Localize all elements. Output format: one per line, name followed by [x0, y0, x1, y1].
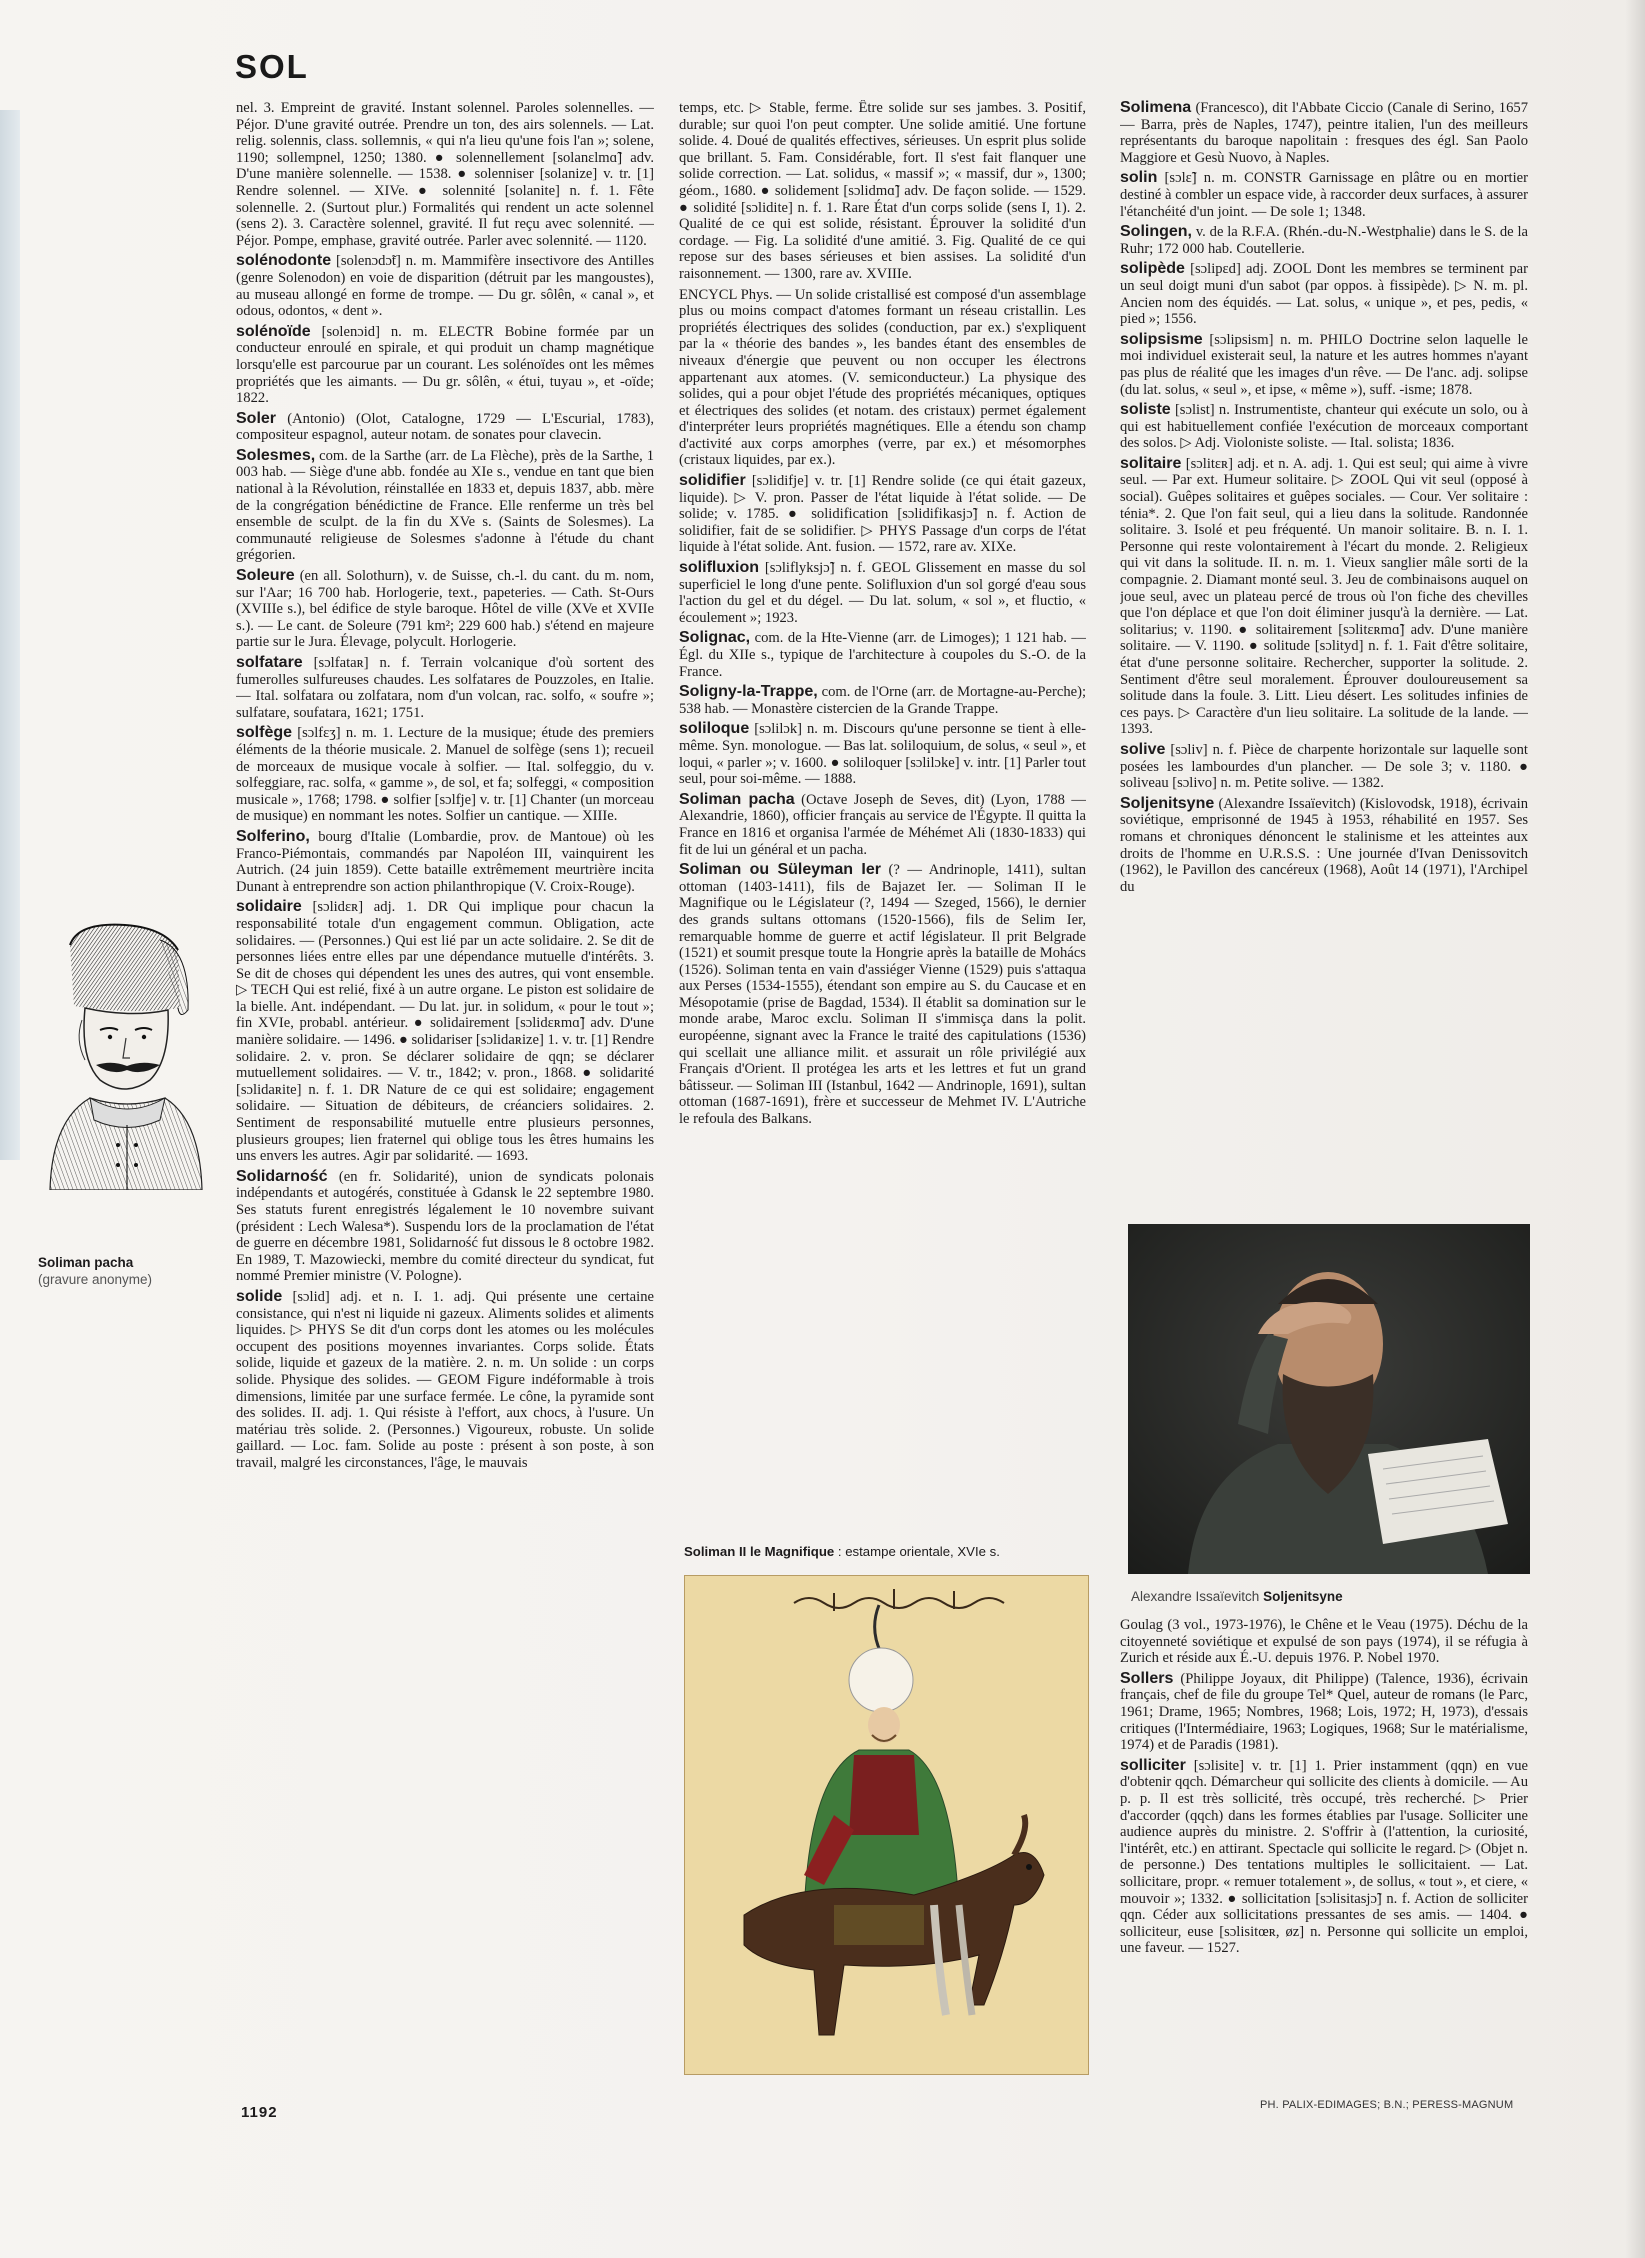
- entry-headword: solidifier: [679, 472, 746, 490]
- entry-text: (Antonio) (Olot, Catalogne, 1729 — L'Escurial, 1783), compositeur espagnol, auteur notam. de sonates pour clavecin.: [236, 410, 654, 444]
- dictionary-entry: [679, 560, 1086, 626]
- dictionary-entry: [679, 862, 1086, 1128]
- entry-headword: Solimena: [1120, 100, 1192, 116]
- soliman-miniature-image: [684, 1575, 1089, 2075]
- entry-headword: Solidarność: [236, 1167, 328, 1185]
- dictionary-entry: [236, 100, 654, 249]
- entry-headword: Soliman ou Süleyman Ier: [679, 861, 881, 879]
- entry-headword: solipsisme: [1120, 330, 1203, 348]
- dictionary-entry: [1120, 402, 1528, 452]
- entry-headword: solifluxion: [679, 559, 759, 577]
- dictionary-entry: [679, 100, 1086, 283]
- entry-text: nel. 3. Empreint de gravité. Instant solennel. Paroles solennelles. — Péjor. D'une gravité outrée. Prendre un ton, des airs solennels. — Lat. relig. solennis, class. sollemnis, « qui n'a lieu qu'une fois l'an »; solene, 1190; sollempnel, 1250; 1380. ● solennellement [solanɛlmɑ̃] adv. D'une manière solennelle. — 1538. ● solenniser [solanize] v. tr. [1] Rendre solennel. — XIVe. ● solennité [solanite] n. f. 1. Fête solennelle. 2. (Surtout plur.) Formalités qui rendent un acte solennel (sens 2). 3. Caractère solennel, gravité. Il fut reçu avec solennité. — Péjor. Pompe, emphase, gravité outrée. Parler avec solennité. — 1120.: [236, 100, 654, 249]
- dictionary-entry: [236, 1289, 654, 1472]
- entry-text: (? — Andrinople, 1411), sultan ottoman (1403-1411), fils de Bajazet Ier. — Soliman II le Magnifique ou le Législateur (?, 1494 — Szeged, 1566), le dernier des grands sultans ottomans (1520-1566), fils de Selim Ier, remarquable homme de guerre et actif législateur. Il prit Belgrade (1521) et soumit presque toute la Hongrie après la bataille de Mohács (1526). Soliman tenta en vain d'assiéger Vienne (1529) puis s'attaqua aux Perses (1534-1555), étendant son empire au S. du Caucase et en Mésopotamie (prise de Bagdad, 1534). Il établit sa domination sur le monde arabe, Maroc exclu. Soliman II s'immisça dans la polit. européenne, signant avec la France le traité des capitulations (1536) qui scellait une alliance milit. et assurait un rôle privilégié aux Français d'Orient. Il protégea les arts et les lettres et fut un grand bâtisseur. — Soliman III (Istanbul, 1642 — Andrinople, 1691), sultan ottoman (1687-1691), frère et successeur de Mehmet IV. L'Autriche le refoula des Balkans.: [679, 862, 1086, 1128]
- entry-headword: Soler: [236, 409, 277, 427]
- column-1: [236, 100, 654, 2070]
- page-edge-shadow: [1625, 0, 1645, 2258]
- entry-text: [sɔliv] n. f. Pièce de charpente horizontale sur laquelle sont posées les lambourdes d'un plancher. — De sole 3; v. 1180. ● soliveau [sɔlivo] n. m. Petite solive. — 1382.: [1120, 741, 1528, 792]
- dictionary-entry: [236, 411, 654, 444]
- entry-text: [sɔlitɛʀ] adj. et n. A. adj. 1. Qui est seul; qui aime à vivre seul. — Par ext. Humeur solitaire. ▷ ZOOL Qui vit seul (opposé à social). Guêpes solitaires et guêpes sociales. — Cour. Ver solitaire : ténia*. 2. Que l'on fait seul, qui a lieu dans la solitude. Randonnée solitaire. 3. Isolé et peu fréquenté. Un manoir solitaire. B. n. I. 1. Personne qui reste volontairement à l'écart du monde. 2. Religieux qui vit dans la solitude. II. n. m. 1. Vieux sanglier mâle sorti de la compagnie. 2. Diamant monté seul. 3. Jeu de combinaisons auquel on joue seul, avec un plateau percé de trous où l'on fiche des chevilles que l'on déplace et que l'on doit éliminer jusqu'à la dernière. — Lat. solitarius; v. 1190. ● solitairement [sɔlitɛʀmɑ̃] adv. D'une manière solitaire. — V. 1190. ● solitude [sɔlityd] n. f. 1. Fait d'être solitaire, état d'une personne solitaire. Rechercher, supporter la solitude. 2. Sentiment d'être seul moralement. Éprouver douloureusement sa solitude dans la foule. 3. Litt. Lieu désert. Les solitudes infinies de ces pays. ▷ Caractère d'un lieu solitaire. La solitude de la lande. — 1393.: [1120, 455, 1528, 738]
- entry-headword: solide: [236, 1287, 283, 1305]
- column-2: [679, 100, 1086, 1520]
- entry-text: [sɔlisite] v. tr. [1] 1. Prier instamment (qqn) en vue d'obtenir qqch. Démarcheur qui sollicite des clients à domicile. — Au p. p. Il est très sollicité, très occupé, très recherché. ▷ Prier d'accorder (qqch) dans les formes établies par l'usage. Solliciter une audience auprès du ministre. 2. S'offrir à (l'attention, la curiosité, l'intérêt, etc.) en attirant. Spectacle qui sollicite le regard. ▷ (Objet n. de personne.) Des tentations multiples le sollicitaient. — Lat. sollicitare, propr. « remuer totalement », de sollus, « tout », et ciere, « mouvoir »; 1332. ● sollicitation [sɔlisitasjɔ̃] n. f. Action de solliciter qqn. Céder aux sollicitations pressantes de ses amis. — 1404. ● solliciteur, euse [sɔlisitœʀ, øz] n. Personne qui sollicite un emploi, une faveur. — 1527.: [1120, 1757, 1528, 1957]
- dictionary-entry: [1120, 1758, 1528, 1957]
- entry-headword: Solesmes,: [236, 446, 316, 464]
- dictionary-entry: [236, 829, 654, 895]
- dictionary-entry: [679, 287, 1086, 470]
- dictionary-entry: [679, 473, 1086, 556]
- entry-text: [sɔlid] adj. et n. I. 1. adj. Qui présente une certaine consistance, qui n'est ni liquide ni gazeux. Aliments solides et aliments liquides. ▷ PHYS Se dit d'un corps dont les atomes ou les molécules occupent des positions moyennes invariantes. Corps solide. États solide, liquide et gazeux de la matière. 2. n. m. Un solide : un corps solide. Physique des solides. — GEOM Figure indéformable à trois dimensions, limitée par une surface fermée. Le cône, la pyramide sont des solides. II. adj. 1. Qui résiste à l'effort, aux chocs, à l'usure. Un matériau très solide. 2. (Personnes.) Vigoureux, robuste. Un solide gaillard. — Loc. fam. Solide au poste : présent à son poste, à son travail, malgré les circonstances, l'âge, le mauvais: [236, 1288, 654, 1471]
- entry-headword: Solingen,: [1120, 223, 1192, 241]
- entry-text: [solenɔid] n. m. ELECTR Bobine formée par un conducteur enroulé en spirale, et qui produit un champ magnétique lorsqu'elle est parcourue par un courant. Les solénoïdes ont les mêmes propriétés que les aimants. — Du gr. sôlên, « étui, tuyau », et -oïde; 1822.: [236, 323, 654, 407]
- entry-headword: Solignac,: [679, 629, 751, 647]
- soljenitsyne-caption: [1131, 1589, 1531, 1604]
- soliman-pacha-engraving: [30, 920, 212, 1190]
- entry-headword: solfège: [236, 724, 293, 742]
- soliman-pacha-caption: [38, 1254, 218, 1288]
- entry-headword: soliloque: [679, 720, 750, 738]
- dictionary-entry: [236, 253, 654, 319]
- entry-text: [sɔlidɛʀ] adj. 1. DR Qui implique pour chacun la responsabilité totale d'un engagement commun. Obligation, acte solidaires. — (Personnes.) Qui est lié par un acte solidaire. 2. Se dit de personnes liées entre elles par une dépendance mutuelle d'intérêts. 3. Se dit de choses qui dépendent les unes des autres, qui vont ensemble. ▷ TECH Qui est relié, fixé à un autre organe. Le piston est solidaire de la bielle. Ant. indépendant. — Du lat. jur. in solidum, « pour le tout »; fin XVIe, probabl. antérieur. ● solidairement [sɔlidɛʀmɑ̃] adv. D'une manière solidaire. — 1496. ● solidariser [sɔlidaʀize] 1. v. tr. [1] Rendre solidaire. 2. v. pron. Se déclarer solidaire de qqn; se déclarer mutuellement solidaires. — V. tr., 1842; v. pron., 1868. ● solidarité [sɔlidaʀite] n. f. 1. DR Nature de ce qui est solidaire; engagement solidaire. — Situation de débiteurs, de créanciers solidaires. 2. Sentiment de responsabilité mutuelle entre plusieurs personnes, plusieurs groupes; lien fraternel qui oblige tous les êtres humains les uns envers les autres. Agir par solidarité. — 1693.: [236, 899, 654, 1165]
- entry-text: ENCYCL Phys. — Un solide cristallisé est composé d'un assemblage plus ou moins compact d'atomes formant un réseau cristallin. Les propriétés électriques des solides (conduction, par ex.) s'expliquent par la « théorie des bandes », les bandes étant des ensembles de niveaux d'énergie que peuvent ou non occuper les électrons appartenant aux atomes. (V. semiconducteur.) La physique des solides, qui a pour objet l'étude des propriétés mécaniques, optiques et électriques des solides (et notam. des cristaux) permet également d'interpréter leurs propriétés magnétiques. Elle a étendu son champ d'activité aux corps amorphes (verre, par ex.) et mésomorphes (cristaux liquides, par ex.).: [679, 286, 1086, 469]
- entry-text: [solenɔdɔ̃t] n. m. Mammifère insectivore des Antilles (genre Solenodon) en voie de disparition (détruit par les mangoustes), au museau allongé en forme de trompe. — Du gr. sôlên, « canal », et odous, odontos, « dent ».: [236, 253, 654, 320]
- caption-title: Soliman pacha: [38, 1255, 134, 1270]
- column-3-continued: [1120, 1617, 1528, 2085]
- entry-headword: Sollers: [1120, 1669, 1174, 1687]
- caption-title: Soljenitsyne: [1263, 1589, 1343, 1604]
- entry-headword: solin: [1120, 169, 1158, 187]
- dictionary-entry: [236, 655, 654, 721]
- dictionary-entry: [236, 725, 654, 825]
- dictionary-entry: [236, 324, 654, 407]
- entry-headword: solénoïde: [236, 322, 311, 340]
- entry-headword: solfatare: [236, 654, 303, 671]
- entry-text: Goulag (3 vol., 1973-1976), le Chêne et le Veau (1975). Déchu de la citoyenneté soviétique et expulsé de son pays (1974), il se réfugia à Zurich et réside aux É.-U. depuis 1976. P. Nobel 1970.: [1120, 1617, 1528, 1667]
- caption-title: Soliman II le Magnifique: [684, 1544, 835, 1559]
- page-number: 1192: [241, 2104, 278, 2121]
- entry-text: (Alexandre Issaïevitch) (Kislovodsk, 1918), écrivain soviétique, emprisonné de 1945 à 1953, réhabilité en 1957. Ses romans et chroniques dénoncent le stalinisme et les atteintes aux droits de l'homme en U.R.S.S. : Une journée d'Ivan Denissovitch (1962), le Pavillon des cancéreux (1968), Août 14 (1971), l'Archipel du: [1120, 795, 1528, 895]
- dictionary-entry: [1120, 100, 1528, 166]
- page-header: SOL: [235, 48, 309, 85]
- entry-headword: solive: [1120, 740, 1166, 758]
- dictionary-entry: [679, 630, 1086, 680]
- photo-credit: PH. PALIX-EDIMAGES; B.N.; PERESS-MAGNUM: [1260, 2099, 1514, 2111]
- entry-text: [sɔliflyksjɔ̃] n. f. GEOL Glissement en masse du sol superficiel le long d'une pente. Solifluxion d'un sol gorgé d'eau sous l'action du gel et du dégel. — Du lat. solum, « sol », et fluctio, « écoulement »; 1923.: [679, 560, 1086, 626]
- entry-headword: solénodonte: [236, 252, 332, 270]
- dictionary-entry: [236, 448, 654, 564]
- entry-headword: solitaire: [1120, 454, 1182, 472]
- dictionary-entry: [1120, 1671, 1528, 1754]
- dictionary-entry: [236, 899, 654, 1165]
- entry-text: (en all. Solothurn), v. de Suisse, ch.-l. du cant. du m. nom, sur l'Aar; 16 700 hab. Horlogerie, text., papeteries. — Cath. St-Ours (XVIIIe s.), bel édifice de style baroque. Hôtel de ville (XVe et XVIIe s.). — Le cant. de Soleure (791 km²; 229 600 hab.) s'étend en majeure partie sur le Jura. Élevage, polycult. Horlogerie.: [236, 568, 654, 651]
- entry-headword: solidaire: [236, 898, 302, 916]
- entry-text: bourg d'Italie (Lombardie, prov. de Mantoue) où les Franco-Piémontais, commandés par Napoléon III, vainquirent les Autrich. (24 juin 1859). Cette bataille extrêmement meurtrière incita Dunant à entreprendre son action philanthropique (V. Croix-Rouge).: [236, 828, 654, 895]
- entry-headword: solipède: [1120, 260, 1185, 278]
- entry-text: com. de la Hte-Vienne (arr. de Limoges); 1 121 hab. — Égl. du XIIe s., typique de l'architecture à coupoles du S.-O. de la France.: [679, 630, 1086, 680]
- dictionary-entry: [1120, 224, 1528, 257]
- dictionary-entry: [1120, 796, 1528, 896]
- entry-text: [sɔlidifje] v. tr. [1] Rendre solide (ce qui était gazeux, liquide). ▷ V. pron. Passer de l'état liquide à l'état solide. — De solide; v. 1785. ● solidification [sɔlidifikasjɔ̃] n. f. Action de solidifier, fait de se solidifier. ▷ PHYS Passage d'un corps de l'état liquide à l'état solide. Ant. fusion. — 1572, rare av. XIXe.: [679, 473, 1086, 556]
- entry-text: v. de la R.F.A. (Rhén.-du-N.-Westphalie) dans le S. de la Ruhr; 172 000 hab. Coutellerie.: [1120, 224, 1528, 257]
- entry-text: (en fr. Solidarité), union de syndicats polonais indépendants et autogérés, constituée à Gdansk le 22 septembre 1980. Ses statuts furent enregistrés légalement le 10 novembre suivant (président : Lech Walesa*). Suspendu lors de la proclamation de l'état de guerre en décembre 1981, Solidarność fut dissous le 8 octobre 1982. En 1989, T. Mazowiecki, membre du comité directeur du syndicat, fut nommé Premier ministre (V. Pologne).: [236, 1168, 654, 1285]
- entry-text: [sɔlfɛʒ] n. m. 1. Lecture de la musique; étude des premiers éléments de la théorie musicale. 2. Manuel de solfège (sens 1); recueil de morceaux de musique vocale à solfier. — Ital. solfeggio, du v. solfeggiare, rac. solfa, « gamme », de sol, et fa; solfeggi, « composition musicale », 1768; 1798. ● solfier [sɔlfje] v. tr. [1] Chanter (un morceau de musique) en nommant les notes. Solfier un cantique. — XIIIe.: [236, 725, 654, 825]
- dictionary-entry: [679, 721, 1086, 787]
- entry-text: com. de la Sarthe (arr. de La Flèche), près de la Sarthe, 1 003 hab. — Siège d'une abb. fondée au XIe s., vendue en tant que bien national à la Révolution, réinstallée en 1833 et, depuis 1837, abb. mère de la congrégation bénédictine de France. Elle renferme un très bel ensemble de sculpt. de la fin du XVe s. (Saints de Solesmes). La communauté religieuse de Solesmes s'adonne à l'étude du chant grégorien.: [236, 447, 654, 564]
- entry-text: [sɔlfataʀ] n. f. Terrain volcanique d'où sortent des fumerolles sulfureuses chaudes. Les solfatares de Pouzzoles, en Italie. — Ital. solfatara ou zolfatara, nom d'un volcan, rac. solfo, « soufre »; sulfatare, soufatara, 1621; 1751.: [236, 655, 654, 721]
- soljenitsyne-photograph: [1128, 1224, 1530, 1574]
- entry-text: (Philippe Joyaux, dit Philippe) (Talence, 1936), écrivain français, chef de file du groupe Tel* Quel, auteur de romans (le Parc, 1961; Drame, 1965; Nombres, 1968; Lois, 1972; H, 1973), d'essais critiques (l'Intermédiaire, 1963; Logiques, 1968; Sur le matérialisme, 1974) et de Paradis (1981).: [1120, 1670, 1528, 1754]
- previous-page-bleed: [0, 110, 20, 1160]
- dictionary-entry: [1120, 261, 1528, 327]
- entry-headword: Soligny-la-Trappe,: [679, 683, 818, 701]
- entry-headword: soliste: [1120, 401, 1171, 419]
- dictionary-entry: [1120, 742, 1528, 792]
- dictionary-entry: [679, 792, 1086, 858]
- entry-text: (Octave Joseph de Seves, dit) (Lyon, 1788 — Alexandrie, 1860), officier français au service de l'Égypte. Il quitta la France en 1816 et organisa l'armée de Méhémet Ali (1830-1833) qui fit de lui un général et un pacha.: [679, 791, 1086, 858]
- entry-text: [sɔlilɔk] n. m. Discours qu'une personne se tient à elle-même. Syn. monologue. — Bas lat. soliloquium, de solus, « seul », et loqui, « parler »; v. 1600. ● soliloquer [sɔlilɔke] v. intr. [1] Parler tout seul, pour soi-même. — 1888.: [679, 721, 1086, 788]
- dictionary-entry: [236, 568, 654, 651]
- entry-headword: Soliman pacha: [679, 790, 795, 808]
- soliman-miniature-caption: [684, 1544, 1104, 1559]
- entry-text: temps, etc. ▷ Stable, ferme. Être solide sur ses jambes. 3. Positif, durable; sur quoi l'on peut compter. Une solide amitié. Une fortune solide. 4. Doué de qualités effectives, sérieuses. Un esprit plus solide que brillant. 5. Fam. Considérable, fort. Il s'est fait flanquer une solide correction. — Lat. solidus, « massif »; « massif, dur », 1300; géom., 1680. ● solidement [sɔlidmɑ̃] adv. De façon solide. — 1529. ● solidité [sɔlidite] n. f. 1. Rare État d'un corps solide (sens I, 1). 2. Qualité de ce qui est solide, résistant. Éprouver la solidité d'un cordage. — Fig. La solidité d'une amitié. 3. Fig. Qualité de ce qui repose sur des bases sérieuses et bien assises. La solidité d'un raisonnement. — 1300, rare av. XVIIIe.: [679, 100, 1086, 282]
- entry-headword: Soljenitsyne: [1120, 794, 1215, 812]
- dictionary-entry: [236, 1169, 654, 1285]
- caption-subtitle: : estampe orientale, XVIe s.: [834, 1544, 1000, 1559]
- caption-prefix: Alexandre Issaïevitch: [1131, 1589, 1264, 1604]
- column-3: [1120, 100, 1528, 1205]
- dictionary-entry: [1120, 456, 1528, 738]
- entry-text: com. de l'Orne (arr. de Mortagne-au-Perche); 538 hab. — Monastère cistercien de la Grande Trappe.: [679, 684, 1086, 717]
- dictionary-entry: [679, 684, 1086, 717]
- entry-text: [sɔlɛ̃] n. m. CONSTR Garnissage en plâtre ou en mortier destiné à combler un espace vide, à raccorder deux surfaces, à assurer l'étanchéité d'un joint. — De sole 1; 1348.: [1120, 170, 1528, 220]
- dictionary-entry: [1120, 170, 1528, 220]
- entry-text: (Francesco), dit l'Abbate Ciccio (Canale di Serino, 1657 — Barra, près de Naples, 1747), peintre italien, l'un des meilleurs représentants du baroque napolitain : fresques des égl. San Paolo Maggiore et Gesù Nuovo, à Naples.: [1120, 100, 1528, 166]
- caption-subtitle: (gravure anonyme): [38, 1272, 153, 1287]
- entry-headword: solliciter: [1120, 1756, 1186, 1774]
- dictionary-entry: [1120, 332, 1528, 398]
- entry-text: [sɔlipɛd] adj. ZOOL Dont les membres se terminent par un seul doigt muni d'un sabot (par oppos. à fissipède). ▷ N. m. pl. Ancien nom des équidés. — Lat. solus, « unique », et pes, pedis, « pied »; 1556.: [1120, 261, 1528, 328]
- entry-text: [sɔlipsism] n. m. PHILO Doctrine selon laquelle le moi individuel existerait seul, la nature et les autres hommes n'ayant pas plus de réalité que les images d'un rêve. — De l'anc. adj. solipse (du lat. solus, « seul », et ipse, « même »), suff. -isme; 1878.: [1120, 331, 1528, 398]
- entry-text: [sɔlist] n. Instrumentiste, chanteur qui exécute un solo, ou à qui est habituellement confiée l'exécution de morceaux comportant des solos. ▷ Adj. Violoniste soliste. — Ital. solista; 1836.: [1120, 402, 1528, 452]
- entry-headword: Soleure: [236, 567, 295, 585]
- entry-headword: Solferino,: [236, 827, 310, 845]
- dictionary-entry: [1120, 1617, 1528, 1667]
